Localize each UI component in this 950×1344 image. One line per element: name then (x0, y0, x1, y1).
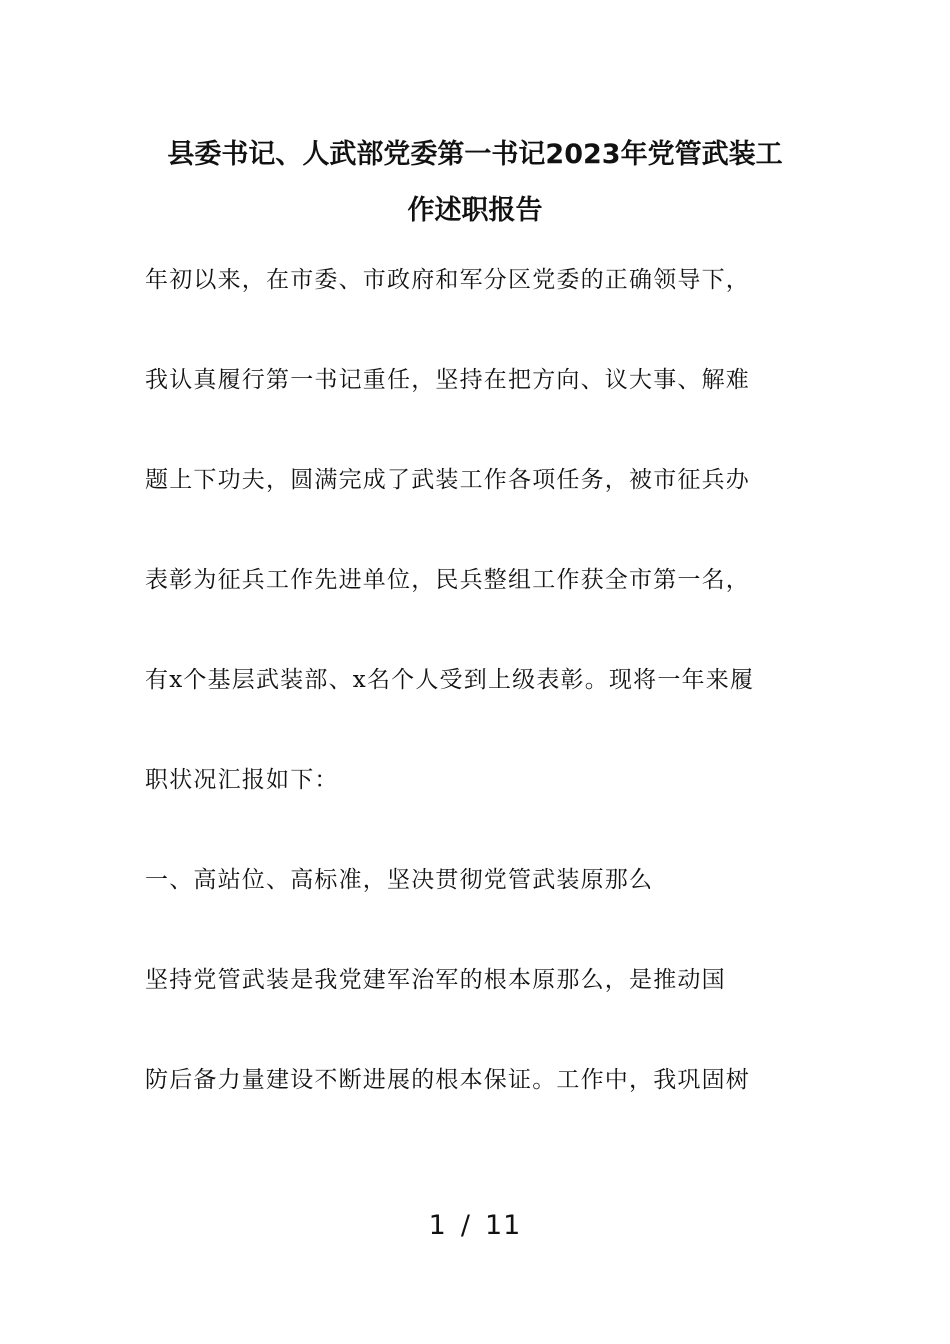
current-page: 1 (428, 1210, 447, 1241)
body-line-6: 职状况汇报如下： (145, 767, 339, 793)
document-title-line-2: 作述职报告 (407, 195, 543, 226)
section-heading-1: 一、高站位、高标准，坚决贯彻党管武装原那么 (145, 867, 654, 893)
page-separator: / (460, 1210, 471, 1241)
document-title-line-1: 县委书记、人武部党委第一书记2023年党管武装工 (167, 139, 783, 170)
body-line-1: 年初以来，在市委、市政府和军分区党委的正确领导下， (145, 267, 750, 293)
body-line-4: 表彰为征兵工作先进单位，民兵整组工作获全市第一名， (145, 567, 750, 593)
total-pages: 11 (484, 1210, 522, 1241)
body-line-7: 坚持党管武装是我党建军治军的根本原那么，是推动国 (145, 967, 726, 993)
body-line-5: 有x个基层武装部、x名个人受到上级表彰。现将一年来履 (145, 667, 755, 693)
body-line-8: 防后备力量建设不断进展的根本保证。工作中，我巩固树 (145, 1067, 750, 1093)
body-line-3: 题上下功夫，圆满完成了武装工作各项任务，被市征兵办 (145, 467, 750, 493)
body-line-2: 我认真履行第一书记重任，坚持在把方向、议大事、解难 (145, 367, 750, 393)
page-number (0, 1210, 950, 1242)
